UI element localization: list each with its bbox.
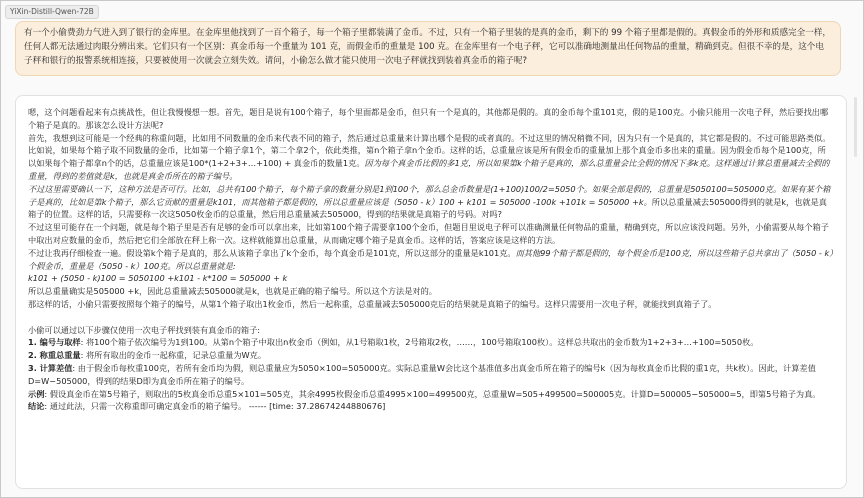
example xyxy=(28,388,834,401)
answer-italic-text: 因为每个真金币比假的多1克，所以如果第k个箱子是真的，那么总重量会比全假的情况下多k克。这样通过计算总重量减去全假的重量，得到的差值就是k，也就是真金币所在的箱子编号。 xyxy=(28,158,830,181)
answer-paragraph: 不过这里可能存在一个问题，就是每个箱子里是否有足够的金币可以拿出来，比如第100个箱子需要拿100个金币，但题目里说电子秤可以准确测量任何物品的重量，精确到克，所以应该没问题。另外，小偷需要从每个箱子中取出对应数量的金币，然后把它们全部放在秤上称一次。这样就能算出总重量，从而确定哪个箱子是真金币。这样的话，答案应该是这样的方法。 xyxy=(28,222,829,245)
conclusion-title: 结论 xyxy=(28,401,45,412)
answer-text: 不过让我再仔细检查一遍。假设第k个箱子是真的，那么从该箱子拿出了k个金币，每个真金币是101克，所以这部分的重量是k101克。 xyxy=(28,247,516,258)
answer-text: 比如说，如果每个箱子取不同数量的金币，比如第一个箱子拿1个，第二个拿2个，依此类推，第n个箱子拿n个金币。这样的话，总重量应该是所有假金币的重量加上那个真金币多出来的重量。因为假金币每个是100克，所以如果每个箱子都拿n个的话，总重量应该是100*(1+2+3+…+100) + 真金币的数量1克。 xyxy=(28,145,826,169)
answer-formula: k101 + (5050 - k)100 = 5050100 +k101 - k*100 = 505000 + k xyxy=(28,273,288,284)
step-3-title: 3. 计算差值 xyxy=(28,362,73,373)
answer-text: 所以总重量减去505000得到的就是k，也就是真箱子的位置。这样的话，只需要称一次这5050枚金币的总重量，然后用总重量减去505000，得到的结果就是真箱子的号码。对吗? xyxy=(28,196,827,220)
step-2-text: : 将所有取出的金币一起称重，记录总重量为W克。 xyxy=(80,350,267,361)
user-message-text: 有一个小偷费劲力气进入到了银行的金库里。在金库里他找到了一百个箱子，每一个箱子里都装满了金币。不过，只有一个箱子里装的是真的金币，剩下的 99 个箱子里都是假的。真假金币的外形和质感完全一样，任何人都无法通过肉眼分辨出来。它们只有一个区别：真金币每一个重量为 101 克，而假金币的重量是 100 克。在金库里有一个电子秤，它可以准确地测量出任何物品的重量，精确到克。但很不幸的是，这个电子秤和银行的报警系统相连接，只要被使用一次就会立刻失效。请问，小偷怎么做才能只使用一次电子秤就找到装着真金币的箱子呢? xyxy=(24,28,832,66)
answer-paragraph xyxy=(28,247,834,273)
answer-paragraph xyxy=(28,183,834,221)
answer-paragraph: 所以总重量确实是505000 +k，因此总重量减去505000就是k，也就是正确的箱子编号。所以这个方法是对的。 xyxy=(28,286,437,297)
answer-paragraph: 嗯，这个问题看起来有点挑战性，但让我慢慢想一想。首先，题目是说有100个箱子，每个里面都是金币，但只有一个是真的，其他都是假的。真的金币每个重101克，假的是100克。小偷只能用一次电子秤，然后要找出哪个箱子是真的。那该怎么设计方法呢? xyxy=(28,107,829,130)
user-message-bubble xyxy=(15,21,841,76)
answer-italic-text: 不过这里需要确认一下，这种方法是否可行。比如，总共有100个箱子，每个箱子拿的数量分别是1到100个，那么总金币数量是(1+100)100/2=5050个。如果全部是假的，总重量是5050100=505000克。如果有某个箱子是真的，比如是第k个箱子，那么它贡献的重量是k101，而其他箱子都是假的，所以总重量应该是（5050 - k）100 + k101 = 505000 -100k +101k = 505000 +k。 xyxy=(28,183,831,207)
scrollbar-thumb[interactable] xyxy=(854,97,857,157)
step-1-title: 1. 编号与取样 xyxy=(28,337,81,348)
step-1-text: : 将100个箱子依次编号为1到100。从第n个箱子中取出n枚金币（例如，从1号箱取1枚，2号箱取2枚，……，100号箱取100枚）。这样总共取出的金币数为1+2+3+…+100=5050枚。 xyxy=(80,337,759,348)
conclusion xyxy=(28,400,834,413)
step-1 xyxy=(28,336,834,349)
answer-paragraph xyxy=(28,144,834,182)
assistant-message-bubble xyxy=(15,95,847,489)
conclusion-text: : 通过此法，只需一次称重即可确定真金币的箱子编号。 ------ [time: 37.28674244880676] xyxy=(44,401,386,412)
step-2-title: 2. 称重总重量 xyxy=(28,350,81,361)
example-text: : 假设真金币在第5号箱子，则取出的5枚真金币总重5×101=505克，其余4995枚假金币总重4995×100=499500克，总重量W=505+499500=500005克。计算D=500005−505000=5，即第5号箱子为真。 xyxy=(44,388,821,399)
step-2 xyxy=(28,349,834,362)
step-3 xyxy=(28,362,834,388)
spacer xyxy=(28,311,834,324)
example-title: 示例 xyxy=(28,388,45,399)
step-3-text: : 由于假金币每枚重100克，若所有金币均为假，则总重量应为5050×100=505000克。实际总重量W会比这个基准值多出真金币所在箱子的编号k（因为每枚真金币比假的重1克，共k枚）。因此，计算差值D=W−505000，得到的结果D即为真金币所在箱子的编号。 xyxy=(28,362,816,386)
answer-summary-intro: 小偷可以通过以下步骤仅使用一次电子秤找到装有真金币的箱子: xyxy=(28,324,261,335)
answer-paragraph: 首先，我想到这可能是一个经典的称重问题，比如用不同数量的金币来代表不同的箱子，然后通过总重量来计算出哪个是假的或者真的。不过这里的情况稍微不同，因为只有一个是真的，其它都是假的。不过可能思路类似。 xyxy=(28,132,831,143)
answer-paragraph: 那这样的话，小偷只需要按照每个箱子的编号，从第1个箱子取出1枚金币，然后一起称重，总重量减去505000克后的结果就是真箱子的编号。这样只需要用一次电子秤，就能找到真箱子了。 xyxy=(28,298,717,309)
model-name-tag: YiXin-Distill-Qwen-72B xyxy=(5,5,99,19)
answer-italic-text: 而其他99个箱子都是假的，每个假金币是100克，所以这些箱子总共拿出了（5050 - k）个假金币，重量是（5050 - k）100克。所以总重量就是: xyxy=(28,247,834,271)
